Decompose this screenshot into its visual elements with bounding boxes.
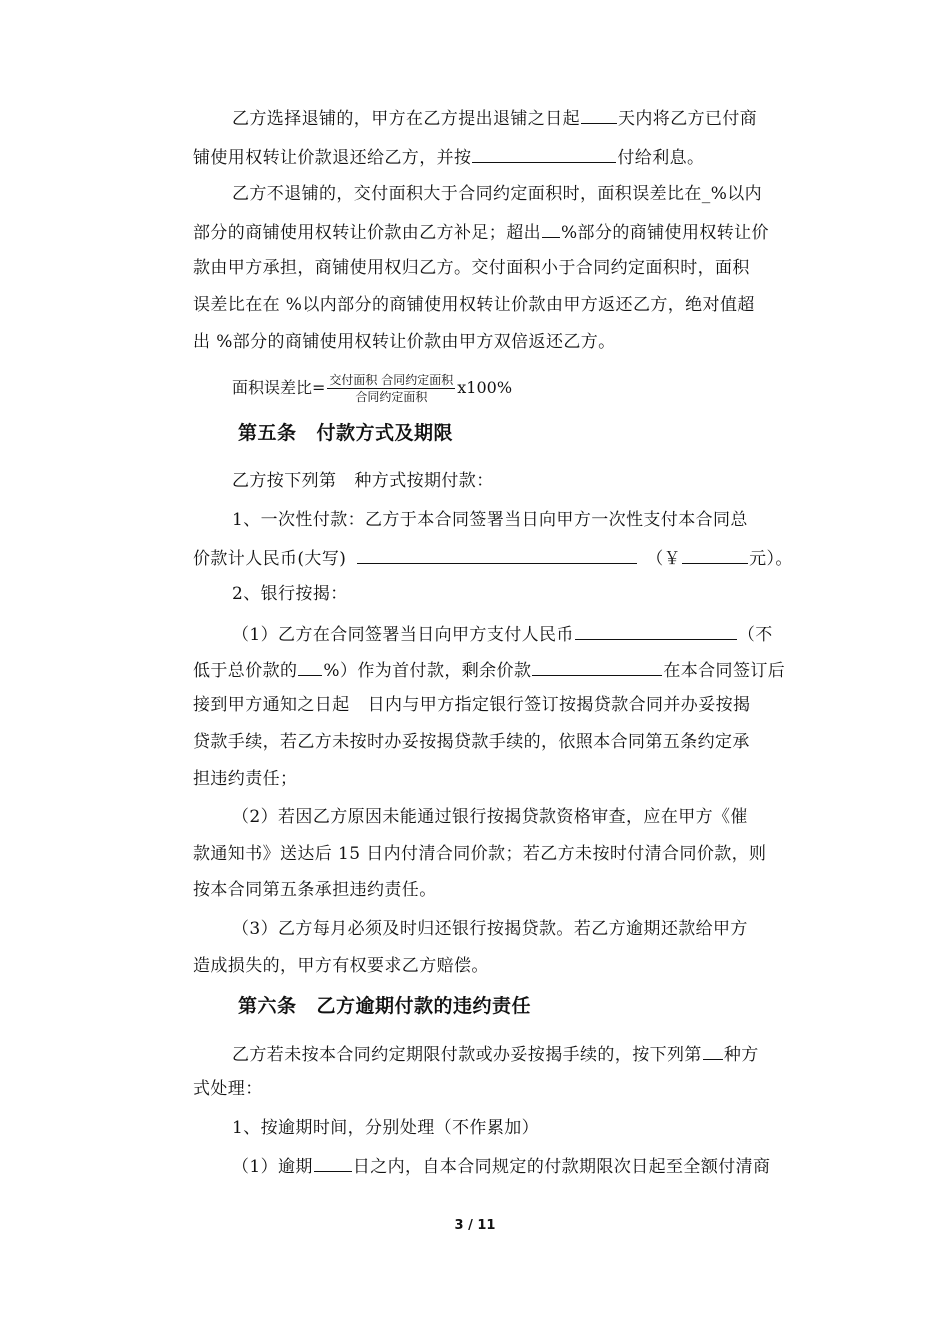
- text-span: %部分的商铺使用权转让价: [561, 223, 769, 243]
- area-error-formula: [232, 372, 512, 405]
- formula-suffix: x100%: [457, 378, 513, 397]
- text-span: 乙方若未按本合同约定期限付款或办妥按揭手续的，按下列第: [232, 1045, 702, 1065]
- text-line: 误差比在在 %以内部分的商铺使用权转让价款由甲方返还乙方，绝对值超: [193, 295, 755, 315]
- text-span: 在本合同签订后: [663, 661, 786, 681]
- blank-underline: [357, 545, 637, 564]
- page-number: 3 / 11: [454, 1218, 496, 1233]
- text-line: [193, 144, 704, 170]
- text-span: 元）。: [749, 549, 793, 569]
- text-span: （不: [737, 625, 773, 645]
- heading-number: 第六条: [238, 995, 297, 1017]
- text-span: （1）逾期: [232, 1157, 313, 1177]
- heading-title: 乙方逾期付款的违约责任: [316, 995, 532, 1017]
- article-6-heading: [238, 993, 531, 1019]
- blank-underline: [581, 105, 617, 124]
- formula-fraction: [327, 372, 455, 405]
- text-span: 天内将乙方已付商: [618, 109, 758, 129]
- formula-label: 面积误差比=: [232, 378, 326, 397]
- text-span: 低于总价款的: [193, 661, 298, 681]
- text-line: [232, 105, 757, 131]
- text-line: [193, 545, 793, 571]
- text-line: [193, 657, 785, 683]
- text-line: （3）乙方每月必须及时归还银行按揭贷款。若乙方逾期还款给甲方: [232, 919, 748, 939]
- text-span: 日内与甲方指定银行签订按揭贷款合同并办妥按揭: [367, 695, 751, 715]
- text-line: [232, 621, 773, 647]
- text-line: 出 %部分的商铺使用权转让价款由甲方双倍返还乙方。: [193, 332, 616, 352]
- text-span: （1）乙方在合同签署当日向甲方支付人民币: [232, 625, 574, 645]
- text-span: 种方: [723, 1045, 759, 1065]
- text-line: [193, 693, 750, 717]
- text-line: （2）若因乙方原因未能通过银行按揭贷款资格审查，应在甲方《催: [232, 807, 748, 827]
- text-line: 款通知书》送达后 15 日内付清合同价款；若乙方未按时付清合同价款，则: [193, 844, 767, 864]
- text-span: 乙方选择退铺的，甲方在乙方提出退铺之日起: [232, 109, 580, 129]
- blank-underline: [682, 545, 748, 564]
- blank-underline: [703, 1041, 723, 1060]
- text-line: 1、一次性付款：乙方于本合同签署当日向甲方一次性支付本合同总: [232, 510, 748, 530]
- text-span: 价款计人民币(大写): [193, 549, 347, 569]
- text-line: [232, 1041, 759, 1067]
- text-span: %）作为首付款，剩余价款: [323, 661, 532, 681]
- article-5-heading: [238, 420, 453, 446]
- text-span: （￥: [646, 549, 682, 569]
- formula-numerator: 交付面积 合同约定面积: [329, 373, 454, 387]
- text-line: 乙方不退铺的，交付面积大于合同约定面积时，面积误差比在_%以内: [232, 184, 763, 204]
- blank-underline: [472, 144, 616, 163]
- text-span: 铺使用权转让价款退还给乙方，并按: [193, 148, 472, 168]
- text-span: 付给利息。: [617, 148, 705, 168]
- text-span: 部分的商铺使用权转让价款由乙方补足；超出: [193, 223, 541, 243]
- text-span: 日之内，自本合同规定的付款期限次日起至全额付清商: [352, 1157, 771, 1177]
- text-line: [232, 1153, 770, 1179]
- text-line: [193, 219, 769, 245]
- text-span: 种方式按期付款：: [354, 471, 494, 491]
- text-span: 乙方按下列第: [232, 471, 337, 491]
- text-line: 造成损失的，甲方有权要求乙方赔偿。: [193, 956, 489, 976]
- text-line: [232, 469, 494, 493]
- blank-underline: [575, 621, 737, 640]
- heading-number: 第五条: [238, 422, 297, 444]
- text-line: 式处理：: [193, 1079, 263, 1099]
- blank-underline: [542, 219, 560, 238]
- text-line: 担违约责任；: [193, 769, 298, 789]
- text-line: 2、银行按揭：: [232, 584, 348, 604]
- text-line: 按本合同第五条承担违约责任。: [193, 880, 437, 900]
- formula-denominator: 合同约定面积: [355, 390, 428, 404]
- text-line: 贷款手续，若乙方未按时办妥按揭贷款手续的，依照本合同第五条约定承: [193, 732, 750, 752]
- blank-underline: [532, 657, 662, 676]
- heading-title: 付款方式及期限: [316, 422, 454, 444]
- text-line: 款由甲方承担，商铺使用权归乙方。交付面积小于合同约定面积时，面积: [193, 258, 750, 278]
- text-line: 1、按逾期时间，分别处理（不作累加）: [232, 1118, 540, 1138]
- text-span: 接到甲方通知之日起: [193, 695, 350, 715]
- blank-underline: [298, 657, 322, 676]
- blank-underline: [314, 1153, 352, 1172]
